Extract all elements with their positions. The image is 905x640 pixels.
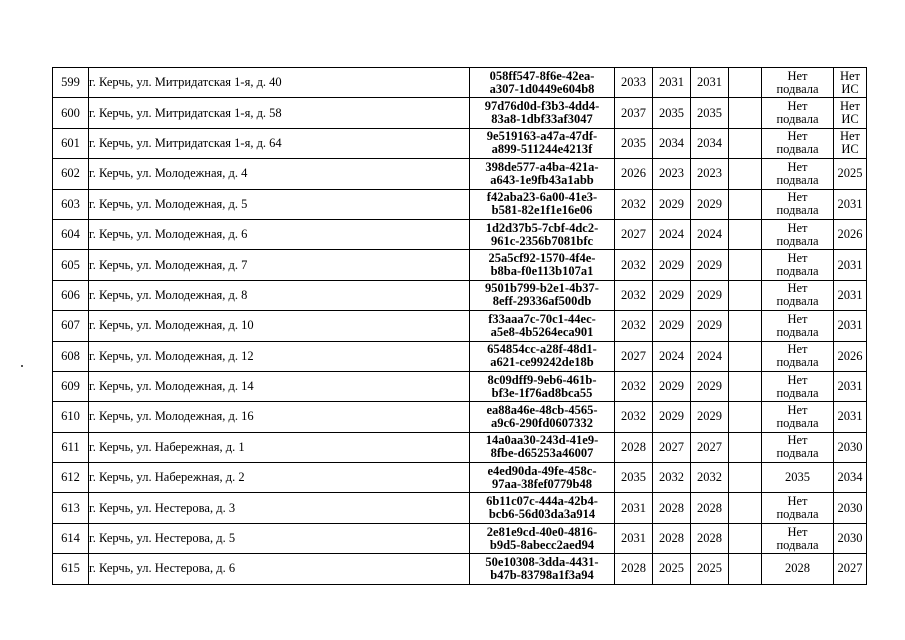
year-cell-1: 2031 xyxy=(615,523,653,553)
table-row xyxy=(53,68,867,98)
basement-cell-line: подвала xyxy=(776,142,819,157)
guid-cell xyxy=(470,98,615,128)
guid-cell xyxy=(470,493,615,523)
year-cell-2: 2028 xyxy=(653,493,691,523)
basement-cell-line: Нет xyxy=(787,220,808,235)
last-cell xyxy=(834,98,867,128)
empty-cell xyxy=(729,219,762,249)
table-row xyxy=(53,402,867,432)
guid-cell-line: 8eff-29336af500db xyxy=(492,294,592,309)
last-cell xyxy=(834,250,867,280)
guid-cell-line: a9c6-290fd0607332 xyxy=(490,415,594,430)
year-cell-2: 2028 xyxy=(653,523,691,553)
last-cell-line: ИС xyxy=(841,112,859,127)
guid-cell-line: bf3e-1f76ad8bca55 xyxy=(491,385,593,400)
basement-cell-line: Нет xyxy=(787,281,808,296)
guid-cell-line: a899-511244e4213f xyxy=(491,142,593,157)
empty-cell xyxy=(729,341,762,371)
year-cell-1: 2028 xyxy=(615,432,653,462)
last-cell-line: 2031 xyxy=(837,318,863,333)
guid-cell xyxy=(470,341,615,371)
row-number-cell: 608 xyxy=(53,341,89,371)
empty-cell xyxy=(729,523,762,553)
basement-cell xyxy=(762,280,834,310)
last-cell-line: 2031 xyxy=(837,287,863,302)
guid-cell-line: b8ba-f0e113b107a1 xyxy=(490,264,594,279)
table-row xyxy=(53,219,867,249)
table-row xyxy=(53,371,867,401)
last-cell xyxy=(834,159,867,189)
guid-cell-line: 398de577-a4ba-421a- xyxy=(485,159,599,174)
guid-cell-line: b9d5-8abecc2aed94 xyxy=(489,537,595,552)
guid-cell-line: a5e8-4b5264eca901 xyxy=(490,324,594,339)
row-number-cell: 603 xyxy=(53,189,89,219)
address-cell: г. Керчь, ул. Молодежная, д. 10 xyxy=(89,311,470,341)
row-number-cell: 602 xyxy=(53,159,89,189)
guid-cell-line: 2e81e9cd-40e0-4816- xyxy=(486,524,598,539)
year-cell-1: 2028 xyxy=(615,554,653,584)
year-cell-2: 2032 xyxy=(653,463,691,493)
last-cell-line: 2031 xyxy=(837,379,863,394)
last-cell-line: 2030 xyxy=(837,439,863,454)
basement-cell xyxy=(762,554,834,584)
guid-cell-line: a643-1e9fb43a1abb xyxy=(490,172,594,187)
basement-cell-line: подвала xyxy=(776,355,819,370)
year-cell-2: 2029 xyxy=(653,402,691,432)
guid-cell-line: ea88a46e-48cb-4565- xyxy=(486,402,598,417)
guid-cell xyxy=(470,159,615,189)
last-cell xyxy=(834,371,867,401)
guid-cell-line: 654854cc-a28f-48d1- xyxy=(487,342,597,357)
table-row xyxy=(53,98,867,128)
address-cell: г. Керчь, ул. Нестерова, д. 5 xyxy=(89,523,470,553)
last-cell-line: ИС xyxy=(841,81,859,96)
last-cell-line: 2025 xyxy=(837,166,863,181)
basement-cell-line: 2035 xyxy=(785,470,810,485)
last-cell-line: 2031 xyxy=(837,409,863,424)
year-cell-1: 2037 xyxy=(615,98,653,128)
guid-cell xyxy=(470,280,615,310)
basement-cell xyxy=(762,189,834,219)
table-row xyxy=(53,341,867,371)
year-cell-1: 2027 xyxy=(615,341,653,371)
table-row xyxy=(53,463,867,493)
address-cell: г. Керчь, ул. Молодежная, д. 5 xyxy=(89,189,470,219)
basement-cell xyxy=(762,341,834,371)
basement-cell-line: Нет xyxy=(787,524,808,539)
year-cell-3: 2024 xyxy=(691,341,729,371)
guid-cell-line: b47b-83798a1f3a94 xyxy=(490,567,594,582)
year-cell-1: 2035 xyxy=(615,128,653,158)
last-cell xyxy=(834,554,867,584)
year-cell-3: 2025 xyxy=(691,554,729,584)
year-cell-3: 2028 xyxy=(691,493,729,523)
guid-cell xyxy=(470,463,615,493)
year-cell-1: 2035 xyxy=(615,463,653,493)
guid-cell xyxy=(470,432,615,462)
basement-cell-line: подвала xyxy=(776,264,819,279)
last-cell xyxy=(834,523,867,553)
year-cell-3: 2031 xyxy=(691,68,729,98)
table-row xyxy=(53,250,867,280)
year-cell-1: 2032 xyxy=(615,189,653,219)
empty-cell xyxy=(729,432,762,462)
guid-cell xyxy=(470,523,615,553)
last-cell-line: ИС xyxy=(841,142,859,157)
guid-cell-line: 50e10308-3dda-4431- xyxy=(485,554,599,569)
basement-cell xyxy=(762,523,834,553)
empty-cell xyxy=(729,554,762,584)
empty-cell xyxy=(729,68,762,98)
stray-mark xyxy=(21,365,23,367)
empty-cell xyxy=(729,189,762,219)
year-cell-3: 2035 xyxy=(691,98,729,128)
row-number-cell: 612 xyxy=(53,463,89,493)
basement-cell xyxy=(762,311,834,341)
year-cell-3: 2023 xyxy=(691,159,729,189)
guid-cell-line: 9501b799-b2e1-4b37- xyxy=(485,281,599,296)
guid-cell-line: 97d76d0d-f3b3-4dd4- xyxy=(484,99,600,114)
guid-cell xyxy=(470,311,615,341)
table-row xyxy=(53,159,867,189)
basement-cell-line: подвала xyxy=(776,324,819,339)
guid-cell-line: 83a8-1dbf33af3047 xyxy=(491,112,593,127)
address-cell: г. Керчь, ул. Митридатская 1-я, д. 64 xyxy=(89,128,470,158)
last-cell xyxy=(834,493,867,523)
year-cell-1: 2031 xyxy=(615,493,653,523)
guid-cell xyxy=(470,402,615,432)
row-number-cell: 615 xyxy=(53,554,89,584)
address-cell: г. Керчь, ул. Митридатская 1-я, д. 40 xyxy=(89,68,470,98)
empty-cell xyxy=(729,311,762,341)
empty-cell xyxy=(729,463,762,493)
guid-cell xyxy=(470,250,615,280)
address-cell: г. Керчь, ул. Молодежная, д. 8 xyxy=(89,280,470,310)
empty-cell xyxy=(729,493,762,523)
year-cell-3: 2028 xyxy=(691,523,729,553)
empty-cell xyxy=(729,159,762,189)
basement-cell-line: Нет xyxy=(787,251,808,266)
guid-cell-line: 961c-2356b7081bfc xyxy=(490,233,594,248)
guid-cell-line: 8fbe-d65253a46007 xyxy=(490,446,594,461)
basement-cell-line: Нет xyxy=(787,372,808,387)
year-cell-3: 2029 xyxy=(691,189,729,219)
basement-cell-line: подвала xyxy=(776,385,819,400)
basement-cell xyxy=(762,463,834,493)
guid-cell-line: 8c09dff9-9eb6-461b- xyxy=(487,372,597,387)
table-row xyxy=(53,128,867,158)
year-cell-3: 2029 xyxy=(691,402,729,432)
empty-cell xyxy=(729,98,762,128)
year-cell-1: 2032 xyxy=(615,371,653,401)
row-number-cell: 610 xyxy=(53,402,89,432)
address-cell: г. Керчь, ул. Молодежная, д. 12 xyxy=(89,341,470,371)
last-cell xyxy=(834,189,867,219)
address-cell: г. Керчь, ул. Молодежная, д. 6 xyxy=(89,219,470,249)
table-row xyxy=(53,523,867,553)
basement-cell-line: подвала xyxy=(776,294,819,309)
address-cell: г. Керчь, ул. Набережная, д. 2 xyxy=(89,463,470,493)
basement-cell xyxy=(762,402,834,432)
row-number-cell: 606 xyxy=(53,280,89,310)
address-cell: г. Керчь, ул. Нестерова, д. 3 xyxy=(89,493,470,523)
year-cell-3: 2029 xyxy=(691,311,729,341)
last-cell-line: Нет xyxy=(839,99,861,114)
basement-cell xyxy=(762,219,834,249)
guid-cell-line: a621-ce99242de18b xyxy=(490,355,594,370)
last-cell xyxy=(834,463,867,493)
row-number-cell: 599 xyxy=(53,68,89,98)
last-cell-line: 2026 xyxy=(837,348,863,363)
row-number-cell: 601 xyxy=(53,128,89,158)
guid-cell-line: 058ff547-8f6e-42ea- xyxy=(489,68,595,83)
last-cell-line: 2034 xyxy=(837,470,863,485)
empty-cell xyxy=(729,402,762,432)
basement-cell-line: подвала xyxy=(776,112,819,127)
empty-cell xyxy=(729,250,762,280)
basement-cell-line: Нет xyxy=(787,159,808,174)
last-cell xyxy=(834,280,867,310)
guid-cell-line: f42aba23-6a00-41e3- xyxy=(486,190,598,205)
basement-cell-line: подвала xyxy=(776,233,819,248)
basement-cell-line: подвала xyxy=(776,537,819,552)
row-number-cell: 611 xyxy=(53,432,89,462)
year-cell-2: 2029 xyxy=(653,280,691,310)
year-cell-3: 2029 xyxy=(691,280,729,310)
year-cell-3: 2027 xyxy=(691,432,729,462)
guid-cell xyxy=(470,189,615,219)
guid-cell-line: 14a0aa30-243d-41e9- xyxy=(485,433,599,448)
empty-cell xyxy=(729,128,762,158)
last-cell xyxy=(834,311,867,341)
year-cell-1: 2032 xyxy=(615,311,653,341)
year-cell-2: 2029 xyxy=(653,189,691,219)
basement-cell xyxy=(762,371,834,401)
row-number-cell: 605 xyxy=(53,250,89,280)
basement-cell-line: подвала xyxy=(776,507,819,522)
housing-table xyxy=(52,67,867,585)
last-cell-line: 2030 xyxy=(837,531,863,546)
year-cell-1: 2026 xyxy=(615,159,653,189)
last-cell-line: 2026 xyxy=(837,227,863,242)
year-cell-3: 2029 xyxy=(691,371,729,401)
last-cell-line: 2031 xyxy=(837,196,863,211)
last-cell-line: Нет xyxy=(839,68,861,83)
table-row xyxy=(53,432,867,462)
address-cell: г. Керчь, ул. Молодежная, д. 14 xyxy=(89,371,470,401)
address-cell: г. Керчь, ул. Молодежная, д. 4 xyxy=(89,159,470,189)
guid-cell-line: e4ed90da-49fe-458c- xyxy=(487,463,597,478)
address-cell: г. Керчь, ул. Молодежная, д. 16 xyxy=(89,402,470,432)
year-cell-2: 2029 xyxy=(653,250,691,280)
year-cell-2: 2029 xyxy=(653,371,691,401)
year-cell-3: 2032 xyxy=(691,463,729,493)
basement-cell-line: Нет xyxy=(787,129,808,144)
basement-cell-line: Нет xyxy=(787,342,808,357)
year-cell-3: 2029 xyxy=(691,250,729,280)
last-cell xyxy=(834,432,867,462)
address-cell: г. Керчь, ул. Набережная, д. 1 xyxy=(89,432,470,462)
table-row xyxy=(53,493,867,523)
basement-cell-line: Нет xyxy=(787,311,808,326)
basement-cell-line: подвала xyxy=(776,203,819,218)
guid-cell xyxy=(470,68,615,98)
year-cell-2: 2034 xyxy=(653,128,691,158)
last-cell-line: 2031 xyxy=(837,257,863,272)
basement-cell-line: подвала xyxy=(776,415,819,430)
guid-cell-line: b581-82e1f1e16e06 xyxy=(491,203,593,218)
guid-cell xyxy=(470,371,615,401)
last-cell xyxy=(834,68,867,98)
guid-cell-line: 9e519163-a47a-47df- xyxy=(486,129,598,144)
guid-cell xyxy=(470,128,615,158)
address-cell: г. Керчь, ул. Молодежная, д. 7 xyxy=(89,250,470,280)
year-cell-1: 2032 xyxy=(615,250,653,280)
row-number-cell: 609 xyxy=(53,371,89,401)
guid-cell-line: 25a5cf92-1570-4f4e- xyxy=(488,251,596,266)
guid-cell-line: a307-1d0449e604b8 xyxy=(489,81,595,96)
year-cell-2: 2029 xyxy=(653,311,691,341)
last-cell xyxy=(834,128,867,158)
basement-cell-line: 2028 xyxy=(785,561,810,576)
basement-cell xyxy=(762,159,834,189)
basement-cell-line: Нет xyxy=(787,68,808,83)
last-cell xyxy=(834,341,867,371)
guid-cell-line: f33aaa7c-70c1-44ec- xyxy=(488,311,596,326)
basement-cell xyxy=(762,493,834,523)
last-cell-line: Нет xyxy=(839,129,861,144)
year-cell-2: 2031 xyxy=(653,68,691,98)
year-cell-2: 2027 xyxy=(653,432,691,462)
row-number-cell: 600 xyxy=(53,98,89,128)
basement-cell xyxy=(762,98,834,128)
year-cell-2: 2035 xyxy=(653,98,691,128)
table-row xyxy=(53,311,867,341)
last-cell-line: 2030 xyxy=(837,500,863,515)
basement-cell-line: Нет xyxy=(787,433,808,448)
basement-cell-line: подвала xyxy=(776,81,819,96)
year-cell-1: 2027 xyxy=(615,219,653,249)
empty-cell xyxy=(729,280,762,310)
year-cell-2: 2025 xyxy=(653,554,691,584)
year-cell-2: 2024 xyxy=(653,219,691,249)
row-number-cell: 614 xyxy=(53,523,89,553)
basement-cell-line: Нет xyxy=(787,402,808,417)
row-number-cell: 607 xyxy=(53,311,89,341)
guid-cell-line: 97aa-38fef0779b48 xyxy=(492,476,592,491)
guid-cell xyxy=(470,219,615,249)
guid-cell-line: 1d2d37b5-7cbf-4dc2- xyxy=(485,220,599,235)
address-cell: г. Керчь, ул. Митридатская 1-я, д. 58 xyxy=(89,98,470,128)
last-cell xyxy=(834,402,867,432)
basement-cell xyxy=(762,432,834,462)
address-cell: г. Керчь, ул. Нестерова, д. 6 xyxy=(89,554,470,584)
table-row xyxy=(53,554,867,584)
guid-cell-line: 6b11c07c-444a-42b4- xyxy=(486,494,598,509)
table-body xyxy=(53,68,867,585)
row-number-cell: 613 xyxy=(53,493,89,523)
year-cell-3: 2024 xyxy=(691,219,729,249)
basement-cell-line: Нет xyxy=(787,190,808,205)
last-cell-line: 2027 xyxy=(837,561,863,576)
basement-cell-line: подвала xyxy=(776,446,819,461)
table-row xyxy=(53,189,867,219)
last-cell xyxy=(834,219,867,249)
basement-cell-line: Нет xyxy=(787,99,808,114)
basement-cell xyxy=(762,250,834,280)
year-cell-1: 2032 xyxy=(615,402,653,432)
year-cell-2: 2024 xyxy=(653,341,691,371)
basement-cell xyxy=(762,128,834,158)
basement-cell-line: подвала xyxy=(776,172,819,187)
row-number-cell: 604 xyxy=(53,219,89,249)
basement-cell-line: Нет xyxy=(787,494,808,509)
guid-cell xyxy=(470,554,615,584)
year-cell-1: 2033 xyxy=(615,68,653,98)
table-row xyxy=(53,280,867,310)
guid-cell-line: bcb6-56d03da3a914 xyxy=(488,507,596,522)
year-cell-2: 2023 xyxy=(653,159,691,189)
basement-cell xyxy=(762,68,834,98)
year-cell-3: 2034 xyxy=(691,128,729,158)
year-cell-1: 2032 xyxy=(615,280,653,310)
empty-cell xyxy=(729,371,762,401)
